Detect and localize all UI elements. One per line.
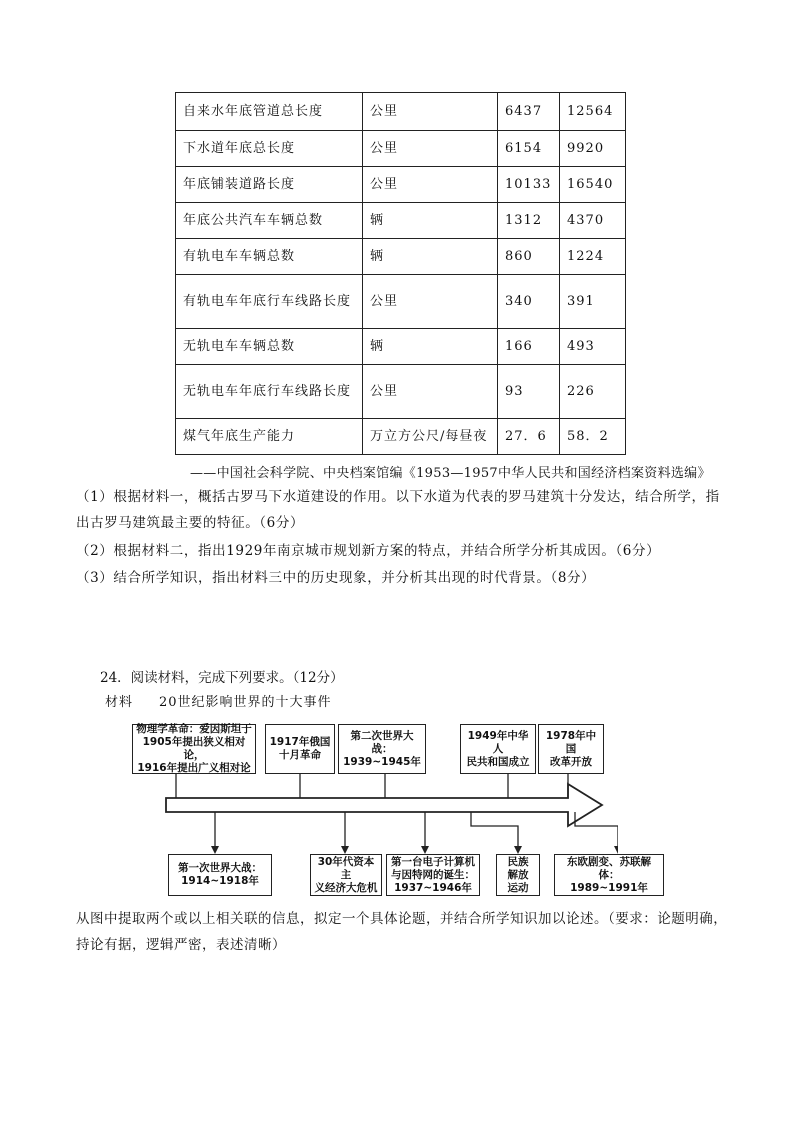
material-heading xyxy=(105,691,332,710)
table-source-citation: ——中国社会科学院、中央档案馆编《1953—1957中华人民共和国经济档案资料选编》 xyxy=(190,466,711,481)
table-cell-item: 下水道年底总长度 xyxy=(176,131,363,167)
question-24-prompt xyxy=(76,906,776,958)
event-text: 与因特网的诞生： xyxy=(391,868,475,881)
table-cell-v2: 493 xyxy=(560,329,626,365)
event-box-ussr-collapse xyxy=(554,854,664,896)
question-1-line-1: （1）根据材料一，概括古罗马下水道建设的作用。以下水道为代表的罗马建筑十分发达，结合所学，指 xyxy=(76,489,720,505)
table-cell-v2: 4370 xyxy=(560,203,626,239)
table-cell-v1: 10133 xyxy=(498,167,560,203)
data-table xyxy=(175,92,626,455)
table-cell-v2: 1224 xyxy=(560,239,626,275)
event-text: 1914~1918年 xyxy=(181,875,259,887)
question-24-title: 24．阅读材料，完成下列要求。（12分） xyxy=(100,670,344,686)
table-row xyxy=(176,93,626,131)
material-title: 20世纪影响世界的十大事件 xyxy=(159,695,332,710)
table-cell-v2: 226 xyxy=(560,365,626,419)
connector-bottom-4 xyxy=(471,812,518,852)
connector-bottom-2-head xyxy=(341,846,349,854)
event-text: 第一次世界大战： xyxy=(178,862,262,874)
event-box-reform-opening xyxy=(538,724,604,774)
table-cell-v2: 16540 xyxy=(560,167,626,203)
table-cell-item: 自来水年底管道总长度 xyxy=(176,93,363,131)
table-cell-unit: 公里 xyxy=(363,167,498,203)
table-cell-unit: 公里 xyxy=(363,93,498,131)
table-cell-v1: 1312 xyxy=(498,203,560,239)
table-cell-item: 有轨电车车辆总数 xyxy=(176,239,363,275)
table-cell-v1: 340 xyxy=(498,275,560,329)
table-cell-item: 有轨电车年底行车线路长度 xyxy=(176,275,363,329)
event-box-great-depression xyxy=(310,854,382,896)
event-text: 1937~1946年 xyxy=(394,881,472,894)
table-cell-unit: 公里 xyxy=(363,365,498,419)
table-row xyxy=(176,275,626,329)
event-text: 改革开放 xyxy=(550,755,592,768)
event-text: 1917年俄国 xyxy=(269,736,331,748)
event-box-physics-revolution xyxy=(132,724,256,774)
table-row xyxy=(176,419,626,455)
table-cell-unit: 辆 xyxy=(363,329,498,365)
event-text: 义经济大危机 xyxy=(314,881,378,894)
event-text: 民族 xyxy=(507,855,529,868)
table-cell-v1: 27．6 xyxy=(498,419,560,455)
connector-bottom-4-head xyxy=(514,846,522,854)
connector-bottom-1-head xyxy=(211,846,219,854)
event-box-ww2 xyxy=(338,724,426,774)
prompt-line-1: 从图中提取两个或以上相关联的信息，拟定一个具体论题，并结合所学知识加以论述。（要求：论题明确， xyxy=(76,911,728,927)
table-cell-v1: 6154 xyxy=(498,131,560,167)
table-cell-item: 年底公共汽车车辆总数 xyxy=(176,203,363,239)
table-cell-v2: 58．2 xyxy=(560,419,626,455)
table-cell-item: 无轨电车年底行车线路长度 xyxy=(176,365,363,419)
table-row xyxy=(176,203,626,239)
table-cell-unit: 公里 xyxy=(363,131,498,167)
event-text: 第二次世界大战： xyxy=(350,729,414,755)
material-label: 材料 xyxy=(105,695,134,710)
event-box-prc-founding xyxy=(460,724,536,774)
prompt-line-2: 持论有据，逻辑严密，表述清晰） xyxy=(76,937,286,953)
event-text: 民共和国成立 xyxy=(466,755,530,768)
event-box-national-liberation xyxy=(496,854,540,896)
table-cell-item: 无轨电车车辆总数 xyxy=(176,329,363,365)
connector-bottom-3-head xyxy=(421,846,429,854)
table-cell-v1: 166 xyxy=(498,329,560,365)
table-row xyxy=(176,365,626,419)
table-cell-item: 年底铺装道路长度 xyxy=(176,167,363,203)
event-box-october-revolution xyxy=(265,724,335,774)
table-cell-v1: 6437 xyxy=(498,93,560,131)
event-box-computer-internet xyxy=(386,854,480,896)
event-text: 物理学革命：爱因斯坦于 xyxy=(136,723,252,735)
event-text: 东欧剧变、苏联解体： xyxy=(567,855,651,881)
event-text: 1939~1945年 xyxy=(343,755,421,768)
table-row xyxy=(176,167,626,203)
timeline-arrow xyxy=(166,784,602,826)
table-cell-v2: 12564 xyxy=(560,93,626,131)
event-text: 1949年中华人 xyxy=(467,729,529,755)
table-row xyxy=(176,239,626,275)
event-text: 30年代资本主 xyxy=(317,855,375,881)
table-row xyxy=(176,329,626,365)
data-table-container xyxy=(175,92,625,455)
table-cell-v1: 93 xyxy=(498,365,560,419)
event-text: 十月革命 xyxy=(278,749,321,761)
event-text: 运动 xyxy=(507,881,529,894)
question-3: （3）结合所学知识，指出材料三中的历史现象，并分析其出现的时代背景。（8分） xyxy=(76,570,596,586)
question-2: （2）根据材料二，指出1929年南京城市规划新方案的特点，并结合所学分析其成因。（6分） xyxy=(76,543,661,559)
table-cell-v2: 9920 xyxy=(560,131,626,167)
event-box-ww1 xyxy=(168,854,272,896)
event-text: 解放 xyxy=(507,868,529,881)
table-row xyxy=(176,131,626,167)
event-text: 第一台电子计算机 xyxy=(391,855,475,868)
table-cell-unit: 辆 xyxy=(363,203,498,239)
event-text: 1989~1991年 xyxy=(570,881,648,894)
table-cell-unit: 辆 xyxy=(363,239,498,275)
table-cell-item: 煤气年底生产能力 xyxy=(176,419,363,455)
table-cell-unit: 万立方公尺/每昼夜 xyxy=(363,419,498,455)
table-cell-unit: 公里 xyxy=(363,275,498,329)
event-text: 1916年提出广义相对论 xyxy=(137,762,251,774)
table-cell-v2: 391 xyxy=(560,275,626,329)
connector-bottom-5-head xyxy=(614,846,618,854)
table-cell-v1: 860 xyxy=(498,239,560,275)
event-text: 1978年中国 xyxy=(545,729,597,755)
event-text: 1905年提出狭义相对论， xyxy=(142,736,246,761)
question-1-line-2: 出古罗马建筑最主要的特征。（6分） xyxy=(76,515,305,531)
